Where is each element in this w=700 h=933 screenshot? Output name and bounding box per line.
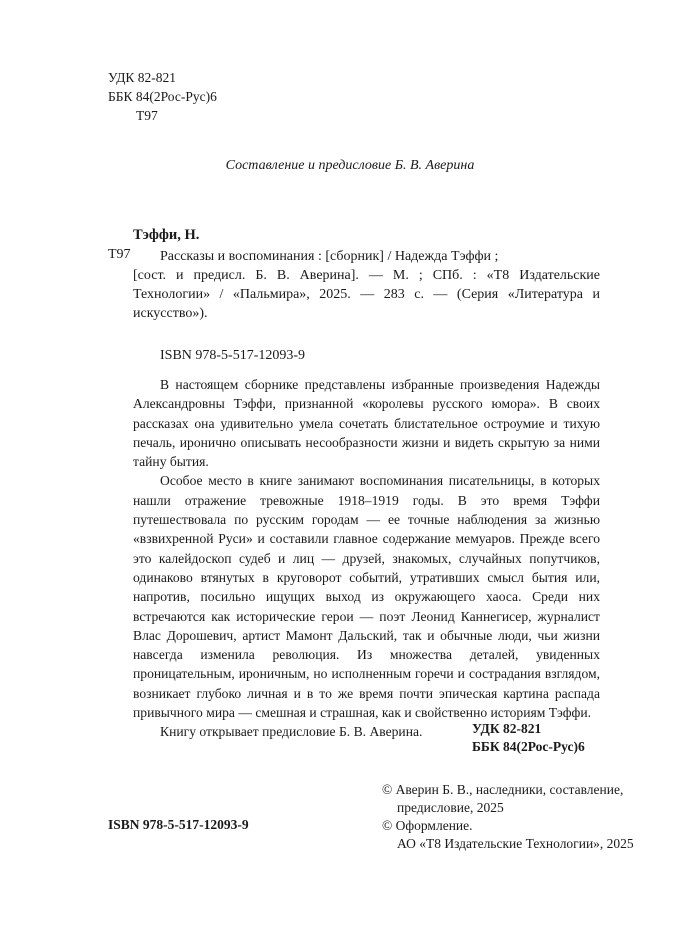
copyright-line: АО «Т8 Издательские Технологии», 2025 xyxy=(397,836,634,851)
annotation xyxy=(133,375,600,742)
footer-isbn: ISBN 978-5-517-12093-9 xyxy=(108,817,249,832)
compiled-by-line: Составление и предисловие Б. В. Аверина xyxy=(225,158,475,173)
annotation-paragraph: Особое место в книге занимают воспоминания писательницы, в которых нашли отражение тревожные 1918–1919 годы. В это время Тэффи путешествовала по русским городам — ее точные наблюдения за жизнью «взвихренной Руси» и составили главное содержание мемуаров. Прежде всего это калейдоскоп судеб и лиц — друзей, знакомых, случайных попутчиков, одинаково втянутых в круговорот событий, утративших смысл бытия или, напротив, посильно ищущих выход из окружающего хаоса. Среди них встречаются как исторические герои — поэт Леонид Каннегисер, журналист Влас Дорошевич, артист Мамонт Дальский, так и обычные люди, чьи жизни навсегда изменила революция. Из множества деталей, увиденных проницательным, ироничным, но исполненным горечи и сострадания взглядом, возникает глубоко личная и в то же время почти эпическая картина распада привычного мира — смешная и страшная, как и свойственно историям Тэффи. xyxy=(133,473,600,721)
footer-bbk: ББК 84(2Рос-Рус)6 xyxy=(472,739,585,754)
copyright-line: предисловие, 2025 xyxy=(397,800,504,815)
footer-classification xyxy=(472,720,585,756)
biblio-title-line: Рассказы и воспоминания : [сборник] / Надежда Тэффи ; xyxy=(160,249,499,264)
biblio-author-sign: Т97 xyxy=(108,247,131,262)
copyright-block xyxy=(382,781,634,853)
annotation-paragraph: Книгу открывает предисловие Б. В. Аверина. xyxy=(160,724,423,740)
annotation-paragraph: В настоящем сборнике представлены избранные произведения Надежды Александровны Тэффи, признанной «королевы русского юмора». В своих рассказах она удивительно умела сочетать блистательное остроумие и тихую печаль, иронично описывать несообразности жизни и видеть скрытую за ними тайну бытия. xyxy=(133,377,600,470)
bibliographic-record xyxy=(133,247,600,323)
author-heading: Тэффи, Н. xyxy=(133,227,200,243)
isbn-line: ISBN 978-5-517-12093-9 xyxy=(160,348,306,363)
footer-udk: УДК 82-821 xyxy=(472,721,542,736)
udk-code: УДК 82-821 xyxy=(108,70,177,85)
biblio-imprint: [сост. и предисл. Б. В. Аверина]. — М. ; СПб. : «Т8 Издательские Технологии» / «Пальмира», 2025. — 283 с. — (Серия «Литература и искусство»). xyxy=(133,268,600,321)
author-sign: Т97 xyxy=(136,108,158,123)
copyright-line: © Оформление. xyxy=(382,818,473,833)
copyright-line: © Аверин Б. В., наследники, составление, xyxy=(382,782,624,797)
bbk-code: ББК 84(2Рос-Рус)6 xyxy=(108,89,217,104)
classification-block xyxy=(108,68,217,125)
